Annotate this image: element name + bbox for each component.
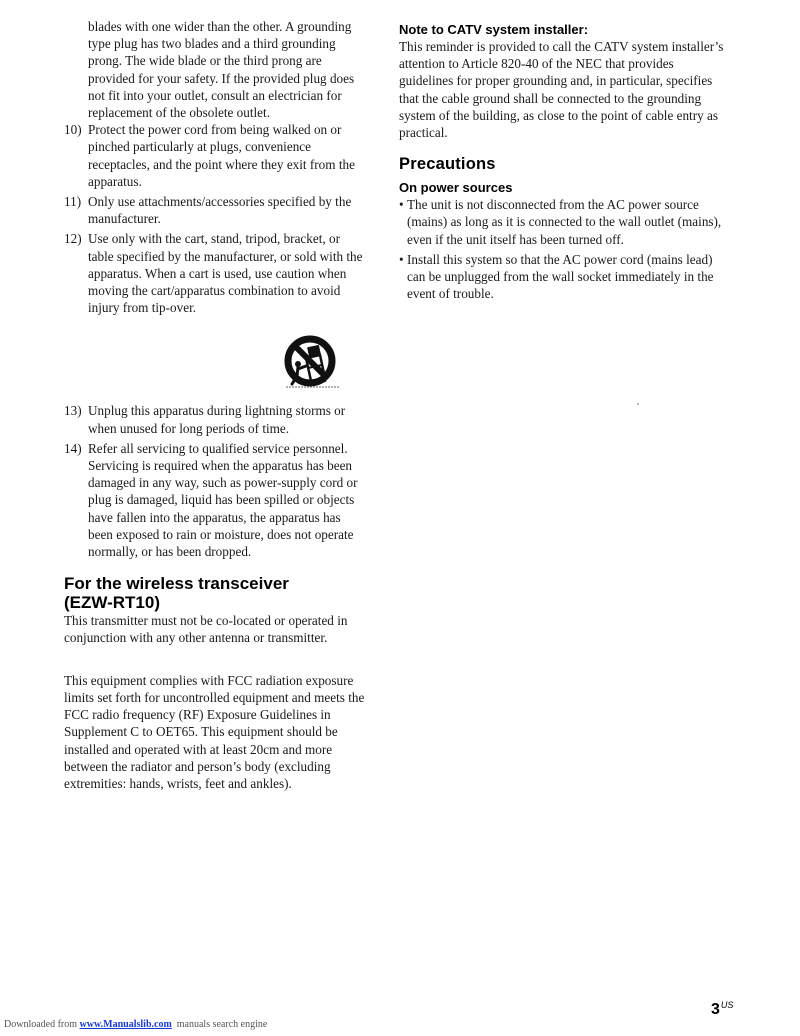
- list-item-10: [64, 121, 366, 190]
- list-item-number: 10): [64, 122, 82, 138]
- wireless-section-heading: [64, 574, 366, 612]
- page-number: [711, 1000, 733, 1019]
- list-item-text: Only use attachments/accessories specified by the manufacturer.: [88, 194, 352, 227]
- wireless-paragraph-2: This equipment complies with FCC radiation exposure limits set forth for uncontrolled equipment and meets the FCC radio frequency (RF) Exposure Guidelines in Supplement C to OET65. This equipment should be installed and operated with at least 20cm and more between the radiator and person’s body (excluding extremities: hands, wrists, feet and ankles).: [64, 672, 365, 791]
- list-item-text: Use only with the cart, stand, tripod, bracket, or table specified by the manufacturer, or sold with the apparatus. When a cart is used, use caution when moving the cart/apparatus combination to avoid injury from tip-over.: [88, 231, 363, 316]
- left-column: [64, 18, 366, 792]
- wireless-heading-line1: For the wireless transceiver: [64, 574, 289, 594]
- footer-prefix: Downloaded from: [4, 1019, 80, 1030]
- item-9-continuation: blades with one wider than the other. A grounding type plug has two blades and a third grounding prong. The wide blade or the third prong are provided for your safety. If the provided plug does not fit into your outlet, consult an electrician for replacement of the obsolete outlet.: [88, 19, 355, 121]
- precaution-bullet-2: [399, 251, 724, 303]
- catv-note-text: This reminder is provided to call the CATV system installer’s attention to Article 820-40 of the NEC that provides guidelines for proper grounding and, in particular, specifies that the cable ground shall be connected to the grounding system of the building, as close to the point of cable entry as practical.: [399, 39, 724, 141]
- footer-suffix: manuals search engine: [171, 1019, 268, 1030]
- wireless-heading-line2: (EZW-RT10): [64, 593, 160, 613]
- precaution-bullet-1: [399, 196, 724, 248]
- bullet-icon: •: [399, 197, 404, 213]
- precautions-heading: Precautions: [399, 155, 496, 174]
- bullet-icon: •: [399, 251, 404, 267]
- scan-speck: [637, 403, 639, 405]
- list-item-text: Unplug this apparatus during lightning storms or when unused for long periods of time.: [88, 403, 346, 436]
- list-item-14: [64, 440, 366, 560]
- cart-tip-over-warning-icon: [280, 334, 344, 394]
- list-item-13: [64, 402, 366, 436]
- page-number-value: 3: [711, 1001, 720, 1018]
- list-item-12: [64, 230, 366, 316]
- right-column: [399, 22, 724, 302]
- list-item-number: 13): [64, 403, 82, 419]
- list-item-number: 11): [64, 194, 82, 210]
- list-item-text: Protect the power cord from being walked on or pinched particularly at plugs, convenience receptacles, and the point where they exit from the apparatus.: [88, 122, 355, 189]
- manualslib-link[interactable]: www.Manualslib.com: [79, 1019, 172, 1030]
- list-item-number: 14): [64, 440, 82, 456]
- download-footer: [4, 1019, 267, 1030]
- wireless-paragraph-1: This transmitter must not be co-located or operated in conjunction with any other antenna or transmitter.: [64, 613, 348, 646]
- catv-note-heading: Note to CATV system installer:: [399, 22, 589, 37]
- bullet-text: Install this system so that the AC power cord (mains lead) can be unplugged from the wall socket immediately in the event of trouble.: [407, 251, 714, 302]
- list-item-text: Refer all servicing to qualified service personnel. Servicing is required when the apparatus has been damaged in any way, such as power-supply cord or plug is damaged, liquid has been spilled or objects have fallen into the apparatus, the apparatus has been exposed to rain or moisture, does not operate normally, or has been dropped.: [88, 440, 358, 560]
- list-item-number: 12): [64, 231, 82, 247]
- bullet-text: The unit is not disconnected from the AC power source (mains) as long as it is connected to the wall outlet (mains), even if the unit itself has been turned off.: [407, 197, 722, 247]
- list-item-11: [64, 193, 366, 227]
- power-sources-subheading: On power sources: [399, 180, 513, 196]
- page-number-suffix: US: [720, 1000, 734, 1010]
